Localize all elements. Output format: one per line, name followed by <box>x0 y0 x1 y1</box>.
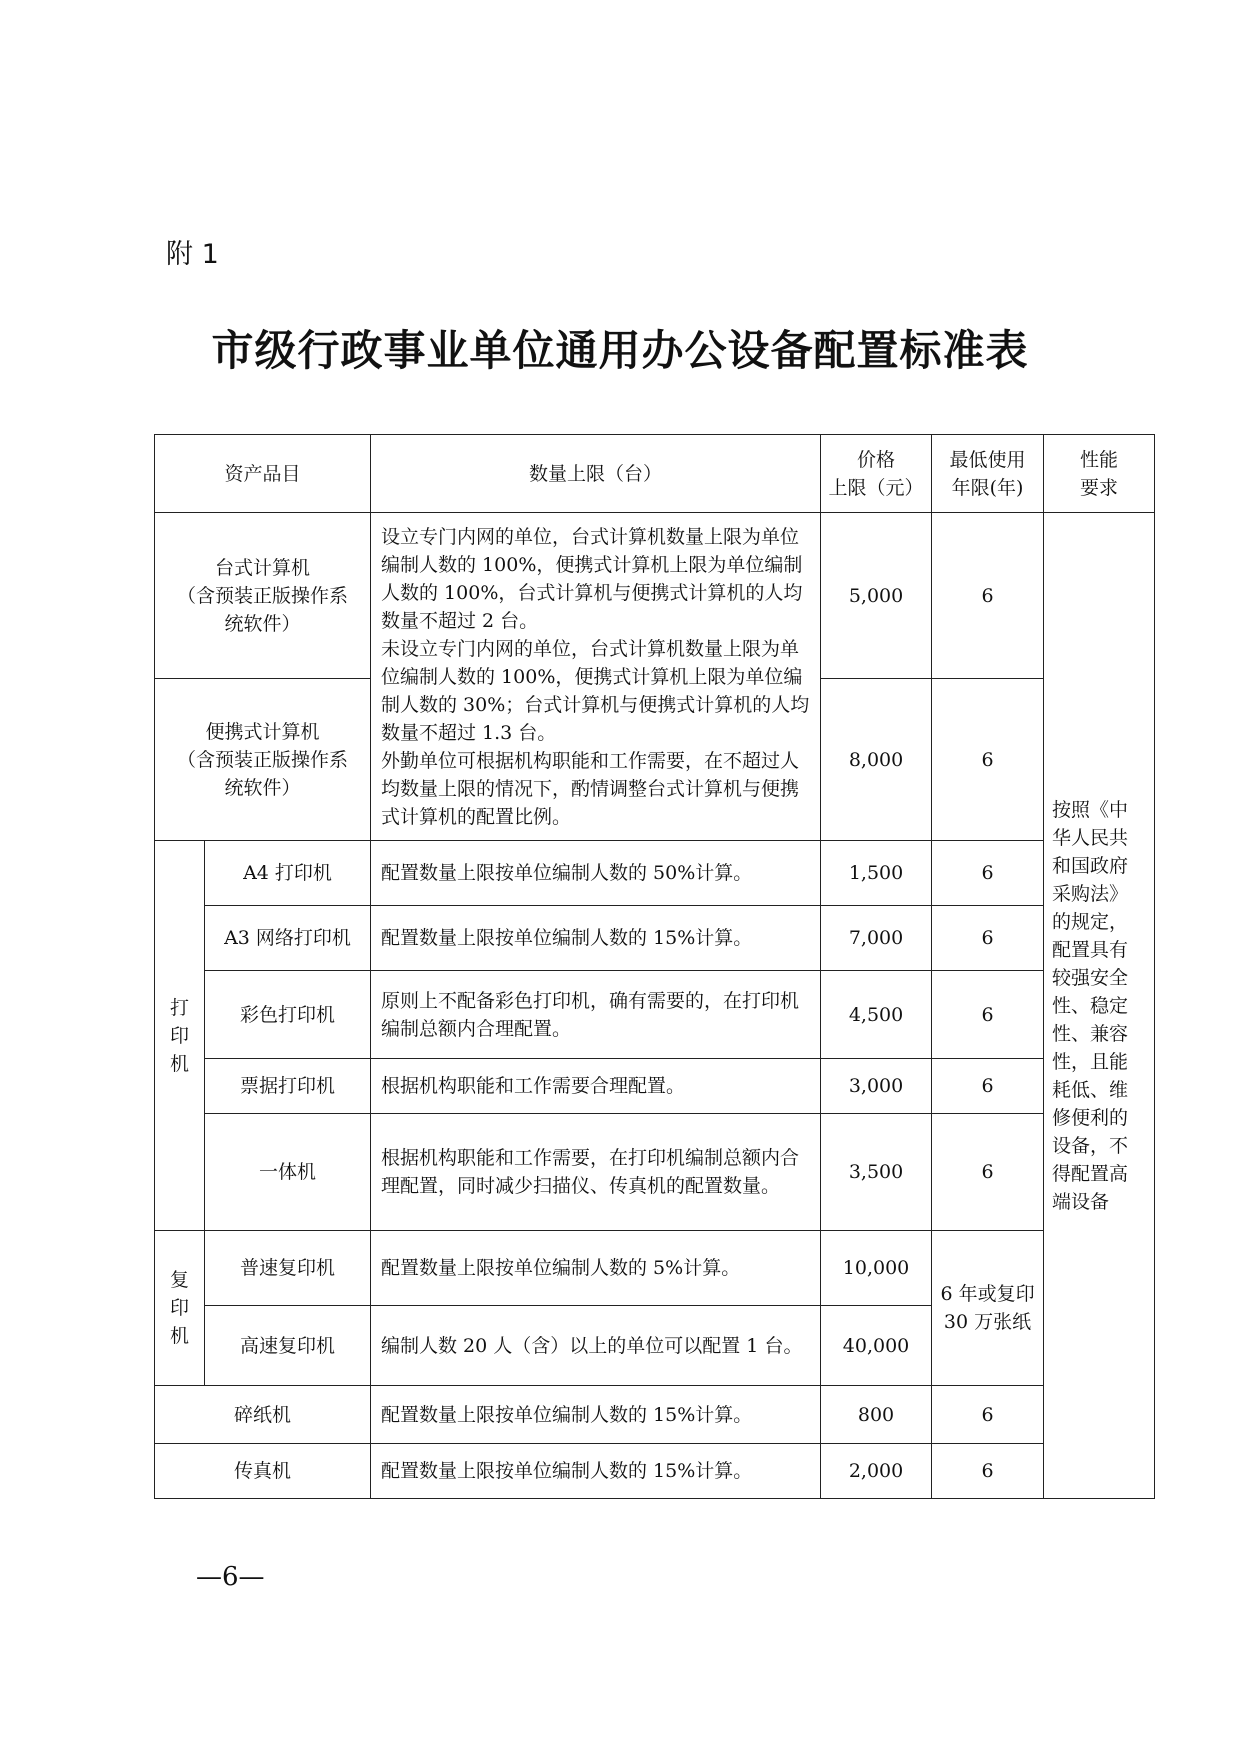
shredder-price: 800 <box>821 1386 932 1444</box>
shredder-name: 碎纸机 <box>155 1386 371 1444</box>
attachment-label: 附 1 <box>166 239 219 270</box>
table-row <box>155 1059 1155 1114</box>
desktop-name-line3: 统软件） <box>224 612 301 635</box>
table-row <box>155 841 1155 906</box>
header-life-line2: 年限(年) <box>951 476 1024 499</box>
computers-quantity-p1: 设立专门内网的单位，台式计算机数量上限为单位编制人数的 100%，便携式计算机上限为单位编制人数的 100%，台式计算机与便携式计算机的人均数量不超过 2 台。 <box>381 525 803 632</box>
header-price-line2: 上限（元） <box>828 476 924 499</box>
table-row-shredder <box>155 1386 1155 1444</box>
printer-name: 一体机 <box>205 1114 371 1231</box>
desktop-life: 6 <box>932 513 1044 679</box>
laptop-name-line1: 便携式计算机 <box>205 720 320 743</box>
printer-quantity: 根据机构职能和工作需要合理配置。 <box>371 1059 821 1114</box>
header-perf-line2: 要求 <box>1080 476 1119 499</box>
fax-name: 传真机 <box>155 1444 371 1499</box>
header-perf-line1: 性能 <box>1080 448 1119 471</box>
printer-name: 彩色打印机 <box>205 971 371 1059</box>
desktop-computer-name <box>155 513 371 679</box>
header-row <box>155 435 1155 513</box>
header-price-line1: 价格 <box>857 448 896 471</box>
computers-quantity-cell <box>371 513 821 841</box>
printer-name: A3 网络打印机 <box>205 906 371 971</box>
laptop-name-line3: 统软件） <box>224 776 301 799</box>
header-life-line1: 最低使用 <box>949 448 1026 471</box>
page-number: —6— <box>196 1562 265 1592</box>
desktop-price: 5,000 <box>821 513 932 679</box>
document-title: 市级行政事业单位通用办公设备配置标准表 <box>211 326 1029 375</box>
table-row <box>155 906 1155 971</box>
copier-group-char: 印 <box>169 1297 189 1319</box>
copier-group-char: 复 <box>169 1269 189 1291</box>
printer-group-char: 印 <box>169 1024 189 1047</box>
printer-life: 6 <box>932 841 1044 906</box>
printer-quantity: 根据机构职能和工作需要，在打印机编制总额内合理配置，同时减少扫描仪、传真机的配置数量。 <box>371 1114 821 1231</box>
header-performance <box>1044 435 1155 513</box>
printer-group-label <box>155 841 205 1231</box>
printer-price: 3,500 <box>821 1114 932 1231</box>
laptop-name-line2: （含预装正版操作系 <box>177 748 349 771</box>
performance-requirement: 按照《中华人民共和国政府采购法》的规定，配置具有较强安全性、稳定性、兼容性，且能耗低、维修便利的设备，不得配置高端设备 <box>1044 513 1155 1499</box>
equipment-standard-table <box>154 434 1155 1499</box>
printer-price: 7,000 <box>821 906 932 971</box>
computers-quantity-p3: 外勤单位可根据机构职能和工作需要，在不超过人均数量上限的情况下，酌情调整台式计算机与便携式计算机的配置比例。 <box>381 749 800 828</box>
laptop-life: 6 <box>932 679 1044 841</box>
desktop-name-line2: （含预装正版操作系 <box>177 584 349 607</box>
copier-quantity: 编制人数 20 人（含）以上的单位可以配置 1 台。 <box>371 1306 821 1386</box>
laptop-computer-name <box>155 679 371 841</box>
header-life <box>932 435 1044 513</box>
printer-price: 4,500 <box>821 971 932 1059</box>
printer-group-char: 机 <box>169 1052 189 1075</box>
printer-price: 1,500 <box>821 841 932 906</box>
printer-name: A4 打印机 <box>205 841 371 906</box>
copier-life: 6 年或复印 30 万张纸 <box>932 1231 1044 1386</box>
printer-life: 6 <box>932 1114 1044 1231</box>
printer-quantity: 配置数量上限按单位编制人数的 50%计算。 <box>371 841 821 906</box>
copier-name: 普速复印机 <box>205 1231 371 1306</box>
copier-group-label <box>155 1231 205 1386</box>
table-row <box>155 1231 1155 1306</box>
header-item: 资产品目 <box>155 435 371 513</box>
computers-quantity-p2: 未设立专门内网的单位，台式计算机数量上限为单位编制人数的 100%，便携式计算机上限为单位编制人数的 30%；台式计算机与便携式计算机的人均数量不超过 1.3 台。 <box>381 637 810 744</box>
shredder-life: 6 <box>932 1386 1044 1444</box>
shredder-quantity: 配置数量上限按单位编制人数的 15%计算。 <box>371 1386 821 1444</box>
printer-group-char: 打 <box>169 996 189 1019</box>
table-row-fax <box>155 1444 1155 1499</box>
printer-life: 6 <box>932 971 1044 1059</box>
desktop-name-line1: 台式计算机 <box>215 556 311 579</box>
fax-price: 2,000 <box>821 1444 932 1499</box>
copier-group-char: 机 <box>169 1325 189 1347</box>
copier-quantity: 配置数量上限按单位编制人数的 5%计算。 <box>371 1231 821 1306</box>
table-row <box>155 1114 1155 1231</box>
copier-name: 高速复印机 <box>205 1306 371 1386</box>
laptop-price: 8,000 <box>821 679 932 841</box>
printer-life: 6 <box>932 1059 1044 1114</box>
copier-price: 40,000 <box>821 1306 932 1386</box>
printer-name: 票据打印机 <box>205 1059 371 1114</box>
copier-price: 10,000 <box>821 1231 932 1306</box>
table-row <box>155 971 1155 1059</box>
table-row-desktop <box>155 513 1155 679</box>
printer-price: 3,000 <box>821 1059 932 1114</box>
header-quantity: 数量上限（台） <box>371 435 821 513</box>
fax-life: 6 <box>932 1444 1044 1499</box>
header-price <box>821 435 932 513</box>
printer-quantity: 配置数量上限按单位编制人数的 15%计算。 <box>371 906 821 971</box>
printer-life: 6 <box>932 906 1044 971</box>
fax-quantity: 配置数量上限按单位编制人数的 15%计算。 <box>371 1444 821 1499</box>
printer-quantity: 原则上不配备彩色打印机，确有需要的，在打印机编制总额内合理配置。 <box>371 971 821 1059</box>
